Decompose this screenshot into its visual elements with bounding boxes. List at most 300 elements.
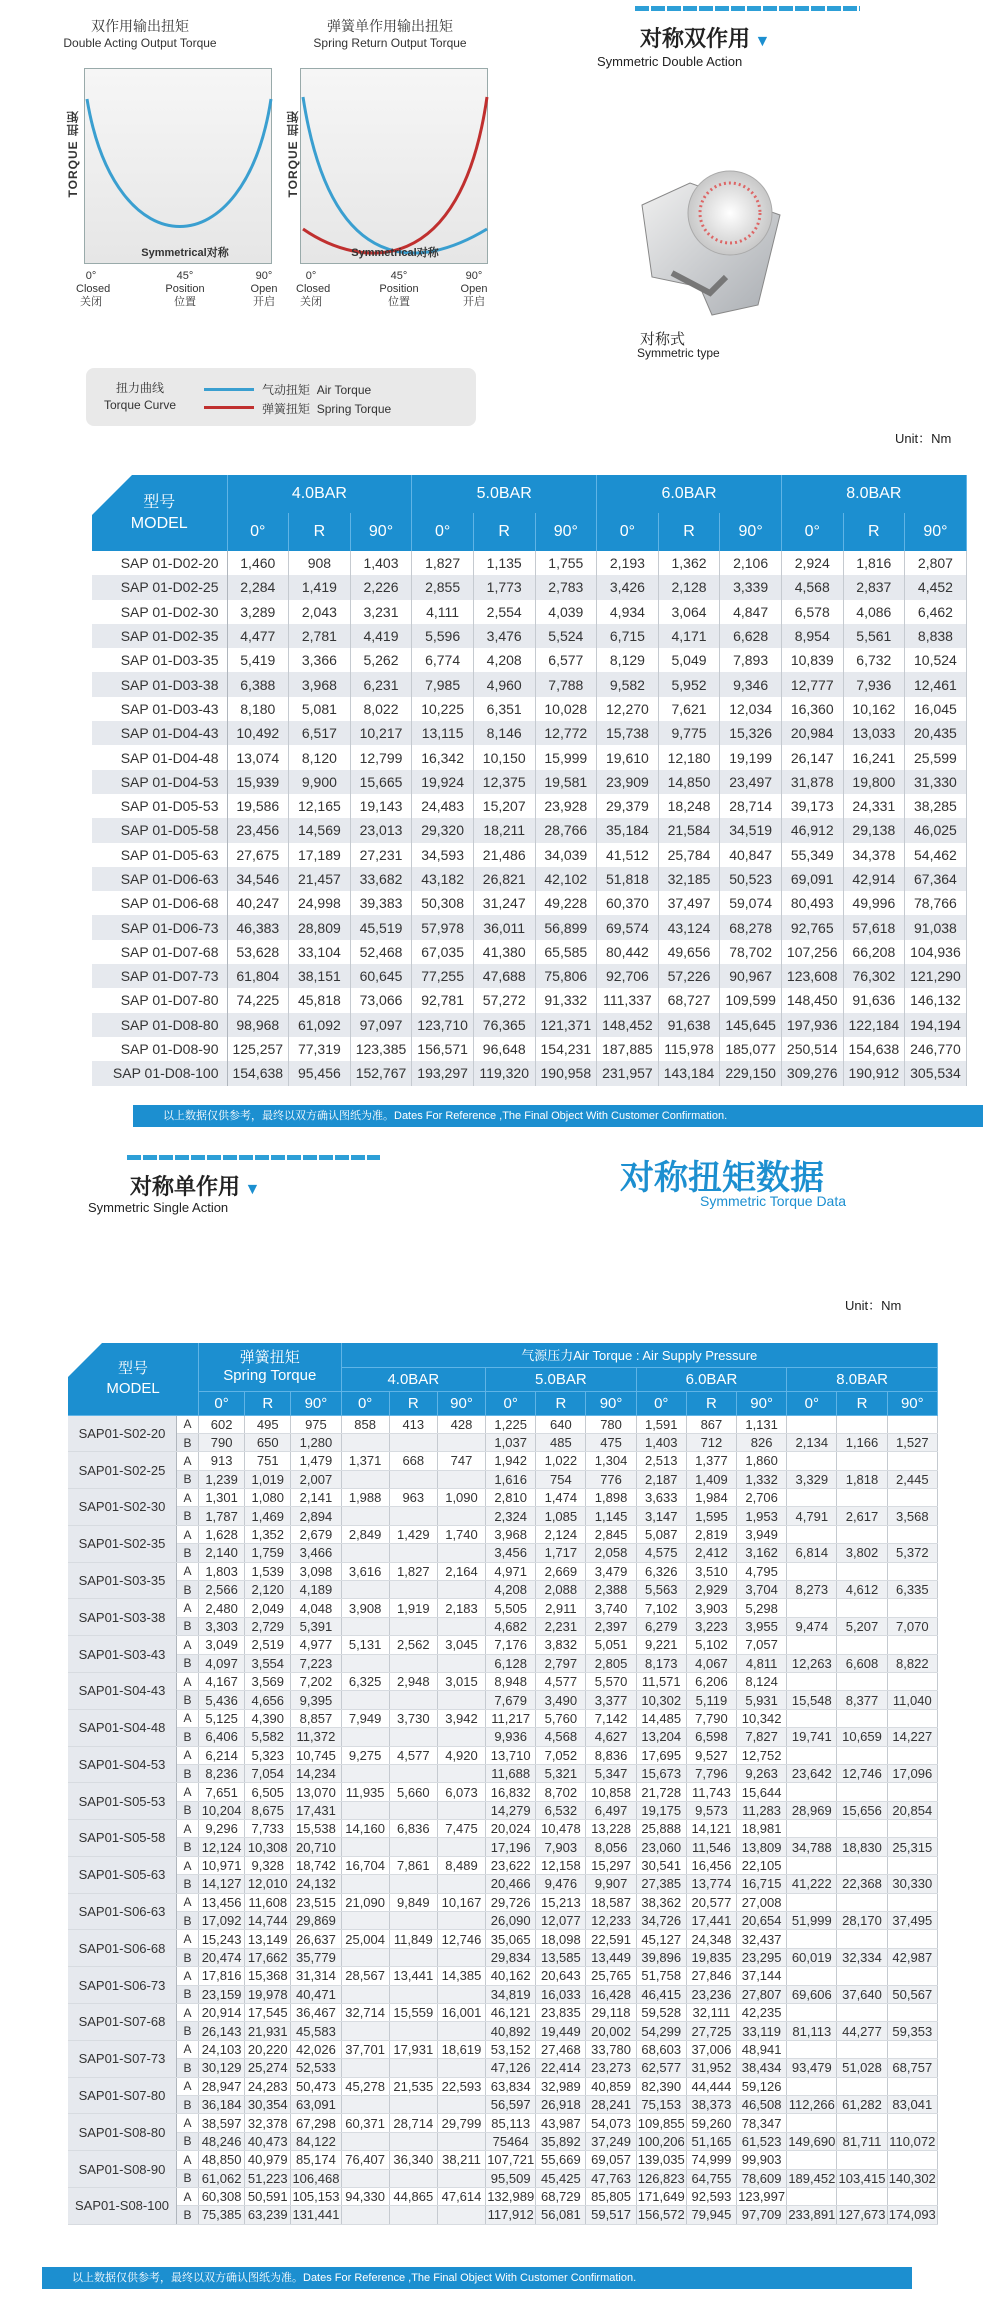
variant-cell: B bbox=[176, 1470, 198, 1488]
torque-cell: 2,134 bbox=[787, 1433, 837, 1451]
torque-cell: 30,129 bbox=[199, 2059, 245, 2077]
torque-cell: 39,383 bbox=[350, 891, 412, 915]
torque-cell: 8,675 bbox=[245, 1801, 291, 1819]
torque-cell: 51,028 bbox=[837, 2059, 887, 2077]
torque-cell: 19,610 bbox=[597, 745, 659, 769]
torque-cell: 6,598 bbox=[686, 1728, 736, 1746]
table-row bbox=[92, 575, 966, 599]
torque-cell: 40,859 bbox=[586, 2077, 636, 2095]
torque-cell: 22,591 bbox=[586, 1930, 636, 1948]
torque-cell: 2,141 bbox=[291, 1489, 341, 1507]
torque-cell bbox=[437, 1985, 485, 2003]
torque-cell: 8,377 bbox=[837, 1691, 887, 1709]
torque-cell: 35,892 bbox=[536, 2132, 586, 2150]
torque-cell bbox=[787, 1672, 837, 1690]
torque-cell: 1,332 bbox=[737, 1470, 787, 1488]
torque-cell: 11,546 bbox=[686, 1838, 736, 1856]
table-row bbox=[68, 2059, 938, 2077]
torque-cell: 127,673 bbox=[838, 2207, 886, 2223]
torque-cell bbox=[437, 2059, 485, 2077]
torque-cell: 16,715 bbox=[737, 1875, 787, 1893]
torque-cell: 1,717 bbox=[536, 1544, 586, 1562]
torque-cell: 97,709 bbox=[737, 2206, 787, 2224]
torque-cell: 5,119 bbox=[686, 1691, 736, 1709]
torque-cell: 13,774 bbox=[686, 1875, 736, 1893]
torque-cell: 85,113 bbox=[486, 2114, 536, 2132]
torque-cell: 28,170 bbox=[837, 1912, 887, 1930]
torque-cell: 14,850 bbox=[658, 770, 720, 794]
torque-cell: 156,571 bbox=[412, 1037, 474, 1061]
torque-cell bbox=[787, 2114, 837, 2132]
torque-cell bbox=[389, 1838, 437, 1856]
torque-cell: 12,461 bbox=[905, 672, 967, 696]
torque-cell: 7,070 bbox=[887, 1617, 937, 1635]
torque-cell: 92,781 bbox=[412, 988, 474, 1012]
torque-cell bbox=[787, 1746, 837, 1764]
model-cell: SAP01-S04-53 bbox=[68, 1746, 176, 1783]
torque-cell bbox=[341, 1875, 389, 1893]
torque-cell: 413 bbox=[389, 1415, 437, 1433]
torque-cell: 2,807 bbox=[905, 551, 967, 575]
torque-cell: 1,085 bbox=[536, 1507, 586, 1525]
torque-cell: 107,721 bbox=[487, 2152, 535, 2168]
torque-cell: 5,125 bbox=[199, 1709, 245, 1727]
torque-cell: 98,968 bbox=[227, 1013, 289, 1037]
table1-col-header: R bbox=[843, 513, 905, 551]
torque-cell: 3,569 bbox=[245, 1672, 291, 1690]
torque-cell: 24,483 bbox=[412, 794, 474, 818]
torque-cell: 6,715 bbox=[597, 624, 659, 648]
torque-cell bbox=[787, 1783, 837, 1801]
torque-cell: 33,119 bbox=[737, 2022, 787, 2040]
torque-cell: 43,182 bbox=[412, 867, 474, 891]
table-row bbox=[68, 1599, 938, 1617]
model-cell: SAP 01-D02-30 bbox=[92, 600, 227, 624]
torque-cell: 2,120 bbox=[245, 1581, 291, 1599]
torque-cell: 23,273 bbox=[586, 2059, 636, 2077]
torque-cell: 29,379 bbox=[597, 794, 659, 818]
torque-cell bbox=[341, 1507, 389, 1525]
torque-cell: 5,561 bbox=[843, 624, 905, 648]
torque-cell bbox=[787, 1636, 837, 1654]
table-row bbox=[68, 1820, 938, 1838]
torque-cell: 3,832 bbox=[536, 1636, 586, 1654]
sec2-title-arrow-icon: ▼ bbox=[240, 1181, 261, 1198]
table2-col-header: R bbox=[245, 1391, 291, 1415]
torque-cell: 8,948 bbox=[486, 1672, 536, 1690]
table1-col-header: 90° bbox=[905, 513, 967, 551]
torque-cell: 45,583 bbox=[291, 2022, 341, 2040]
torque-cell: 908 bbox=[289, 551, 351, 575]
torque-cell: 145,645 bbox=[720, 1013, 782, 1037]
torque-cell: 8,236 bbox=[199, 1764, 245, 1782]
torque-cell bbox=[437, 2022, 485, 2040]
torque-cell: 1,740 bbox=[437, 1525, 485, 1543]
torque-cell: 23,456 bbox=[227, 818, 289, 842]
torque-cell: 2,819 bbox=[686, 1525, 736, 1543]
torque-cell: 4,086 bbox=[843, 600, 905, 624]
torque-cell: 4,682 bbox=[486, 1617, 536, 1635]
torque-cell: 28,969 bbox=[787, 1801, 837, 1819]
torque-cell: 131,441 bbox=[292, 2207, 340, 2223]
torque-cell: 5,372 bbox=[887, 1544, 937, 1562]
torque-cell: 1,816 bbox=[843, 551, 905, 575]
torque-cell: 46,912 bbox=[781, 818, 843, 842]
torque-cell: 3,490 bbox=[536, 1691, 586, 1709]
torque-cell bbox=[887, 1856, 937, 1874]
torque-cell: 14,385 bbox=[437, 1967, 485, 1985]
torque-cell bbox=[887, 2187, 937, 2205]
torque-cell: 7,223 bbox=[291, 1654, 341, 1672]
sec2-title bbox=[130, 1170, 260, 1201]
table2-unit: Unit：Nm bbox=[845, 1298, 902, 1313]
torque-cell: 56,081 bbox=[536, 2206, 586, 2224]
variant-cell: A bbox=[176, 1525, 198, 1543]
torque-cell: 13,228 bbox=[586, 1820, 636, 1838]
model-cell: SAP 01-D04-53 bbox=[92, 770, 227, 794]
torque-cell bbox=[837, 1452, 887, 1470]
torque-cell bbox=[787, 1599, 837, 1617]
torque-cell: 7,788 bbox=[535, 672, 597, 696]
torque-cell: 38,434 bbox=[737, 2059, 787, 2077]
torque-cell: 15,213 bbox=[536, 1893, 586, 1911]
torque-cell bbox=[341, 1581, 389, 1599]
torque-cell: 24,283 bbox=[245, 2077, 291, 2095]
table1-col-header: 0° bbox=[227, 513, 289, 551]
torque-cell: 1,942 bbox=[486, 1452, 536, 1470]
torque-cell: 35,184 bbox=[597, 818, 659, 842]
table2-col-header: 0° bbox=[486, 1391, 536, 1415]
chart2-x0-en: Closed bbox=[296, 283, 331, 295]
torque-cell: 18,742 bbox=[291, 1856, 341, 1874]
torque-cell bbox=[341, 1985, 389, 2003]
torque-cell: 119,320 bbox=[473, 1061, 535, 1085]
torque-cell: 64,755 bbox=[686, 2169, 736, 2187]
torque-cell: 61,282 bbox=[837, 2095, 887, 2113]
chart1-x0-cn: 关闭 bbox=[80, 296, 102, 308]
torque-cell bbox=[437, 2169, 485, 2187]
torque-cell: 6,836 bbox=[389, 1820, 437, 1838]
torque-cell: 4,920 bbox=[437, 1746, 485, 1764]
table-row bbox=[92, 867, 966, 891]
torque-cell: 5,131 bbox=[341, 1636, 389, 1654]
torque-cell: 11,935 bbox=[341, 1783, 389, 1801]
torque-cell: 59,126 bbox=[737, 2077, 787, 2095]
torque-cell: 123,385 bbox=[350, 1037, 412, 1061]
torque-cell bbox=[437, 1728, 485, 1746]
torque-cell: 2,513 bbox=[636, 1452, 686, 1470]
torque-cell: 3,740 bbox=[586, 1599, 636, 1617]
torque-cell: 4,208 bbox=[473, 648, 535, 672]
torque-cell: 34,819 bbox=[486, 1985, 536, 2003]
torque-cell: 23,159 bbox=[199, 1985, 245, 2003]
variant-cell: B bbox=[176, 1948, 198, 1966]
torque-cell: 20,984 bbox=[781, 721, 843, 745]
torque-cell bbox=[389, 1654, 437, 1672]
table1-p-8bar: 8.0BAR bbox=[781, 475, 966, 513]
torque-cell: 15,538 bbox=[291, 1820, 341, 1838]
torque-cell: 7,790 bbox=[686, 1709, 736, 1727]
torque-cell: 42,914 bbox=[843, 867, 905, 891]
torque-cell: 776 bbox=[586, 1470, 636, 1488]
torque-cell: 1,429 bbox=[389, 1525, 437, 1543]
torque-cell: 3,329 bbox=[787, 1470, 837, 1488]
torque-cell: 16,342 bbox=[412, 745, 474, 769]
table-row bbox=[92, 745, 966, 769]
variant-cell: B bbox=[176, 1728, 198, 1746]
legend-title-cn: 扭力曲线 bbox=[115, 381, 164, 395]
torque-cell: 3,456 bbox=[486, 1544, 536, 1562]
torque-cell: 14,279 bbox=[486, 1801, 536, 1819]
torque-cell: 2,929 bbox=[686, 1581, 736, 1599]
torque-cell bbox=[389, 1691, 437, 1709]
torque-cell bbox=[787, 1820, 837, 1838]
torque-cell: 20,577 bbox=[686, 1893, 736, 1911]
table2-footnote: 以上数据仅供参考，最终以双方确认图纸为准。Dates For Reference ,The Final Object With Customer Confirmation. bbox=[42, 2267, 912, 2289]
torque-cell bbox=[887, 2077, 937, 2095]
table-row bbox=[68, 1452, 938, 1470]
torque-cell: 790 bbox=[199, 1433, 245, 1451]
torque-cell: 14,121 bbox=[686, 1820, 736, 1838]
torque-cell bbox=[787, 2040, 837, 2058]
torque-cell bbox=[837, 2040, 887, 2058]
torque-cell: 5,931 bbox=[737, 1691, 787, 1709]
torque-cell: 10,659 bbox=[837, 1728, 887, 1746]
table2-model-header bbox=[68, 1343, 199, 1415]
torque-cell: 23,928 bbox=[535, 794, 597, 818]
torque-cell: 28,714 bbox=[720, 794, 782, 818]
torque-cell: 5,570 bbox=[586, 1672, 636, 1690]
torque-cell: 6,505 bbox=[245, 1783, 291, 1801]
torque-cell: 1,595 bbox=[686, 1507, 736, 1525]
table1-footnote: 以上数据仅供参考，最终以双方确认图纸为准。Dates For Reference ,The Final Object With Customer Confirmation. bbox=[133, 1105, 983, 1127]
torque-cell: 74,999 bbox=[686, 2151, 736, 2169]
variant-cell: A bbox=[176, 1820, 198, 1838]
table-row bbox=[68, 2206, 938, 2224]
model-cell: SAP 01-D06-63 bbox=[92, 867, 227, 891]
torque-cell: 45,278 bbox=[341, 2077, 389, 2095]
torque-cell: 77,319 bbox=[289, 1037, 351, 1061]
torque-cell: 13,441 bbox=[389, 1967, 437, 1985]
torque-cell: 754 bbox=[536, 1470, 586, 1488]
table-row bbox=[68, 1764, 938, 1782]
torque-cell: 1,301 bbox=[199, 1489, 245, 1507]
torque-cell: 12,375 bbox=[473, 770, 535, 794]
torque-cell: 2,781 bbox=[289, 624, 351, 648]
torque-cell: 12,180 bbox=[658, 745, 720, 769]
torque-cell: 1,787 bbox=[199, 1507, 245, 1525]
torque-cell: 1,469 bbox=[245, 1507, 291, 1525]
torque-cell: 18,981 bbox=[737, 1820, 787, 1838]
torque-cell: 37,701 bbox=[341, 2040, 389, 2058]
torque-cell: 27,807 bbox=[737, 1985, 787, 2003]
torque-cell: 190,958 bbox=[535, 1061, 597, 1085]
torque-cell bbox=[437, 1507, 485, 1525]
torque-cell: 1,403 bbox=[350, 551, 412, 575]
torque-cell: 43,987 bbox=[536, 2114, 586, 2132]
torque-cell: 109,855 bbox=[637, 2115, 685, 2131]
torque-cell: 1,755 bbox=[535, 551, 597, 575]
torque-cell: 751 bbox=[245, 1452, 291, 1470]
torque-cell: 36,184 bbox=[199, 2095, 245, 2113]
torque-cell: 1,280 bbox=[291, 1433, 341, 1451]
torque-cell: 24,998 bbox=[289, 891, 351, 915]
table-row bbox=[68, 1691, 938, 1709]
torque-cell: 57,272 bbox=[473, 988, 535, 1012]
torque-cell bbox=[787, 1415, 837, 1433]
chart2-x1 bbox=[374, 270, 424, 309]
sec1-type-en: Symmetric type bbox=[637, 346, 720, 360]
chart1-title-en: Double Acting Output Torque bbox=[63, 36, 217, 50]
torque-cell: 37,249 bbox=[586, 2132, 636, 2150]
torque-cell bbox=[341, 1801, 389, 1819]
torque-cell: 5,505 bbox=[486, 1599, 536, 1617]
torque-cell: 4,390 bbox=[245, 1709, 291, 1727]
torque-cell: 41,380 bbox=[473, 940, 535, 964]
torque-cell: 23,497 bbox=[720, 770, 782, 794]
torque-cell: 9,900 bbox=[289, 770, 351, 794]
torque-cell: 2,729 bbox=[245, 1617, 291, 1635]
torque-cell: 11,283 bbox=[737, 1801, 787, 1819]
variant-cell: A bbox=[176, 1415, 198, 1433]
torque-cell: 50,567 bbox=[887, 1985, 937, 2003]
torque-cell: 9,328 bbox=[245, 1856, 291, 1874]
torque-cell: 36,340 bbox=[389, 2151, 437, 2169]
torque-cell: 39,173 bbox=[781, 794, 843, 818]
torque-cell: 46,508 bbox=[737, 2095, 787, 2113]
torque-cell: 41,512 bbox=[597, 843, 659, 867]
torque-cell bbox=[437, 1838, 485, 1856]
torque-cell: 16,001 bbox=[437, 2004, 485, 2022]
torque-cell: 31,314 bbox=[291, 1967, 341, 1985]
table-row bbox=[68, 1801, 938, 1819]
table2-spring-cn: 弹簧扭矩 bbox=[239, 1348, 300, 1366]
torque-cell: 115,978 bbox=[658, 1037, 720, 1061]
torque-cell: 4,097 bbox=[199, 1654, 245, 1672]
chart1-ylabel: TORQUE 扭矩 bbox=[66, 110, 80, 198]
torque-cell bbox=[341, 1728, 389, 1746]
model-cell: SAP01-S04-48 bbox=[68, 1709, 176, 1746]
chart2-x0-deg: 0° bbox=[305, 270, 317, 282]
torque-cell: 40,162 bbox=[486, 1967, 536, 1985]
torque-cell bbox=[437, 1544, 485, 1562]
torque-cell: 68,727 bbox=[658, 988, 720, 1012]
torque-cell: 21,584 bbox=[658, 818, 720, 842]
torque-cell: 95,456 bbox=[289, 1061, 351, 1085]
torque-cell: 65,585 bbox=[535, 940, 597, 964]
table1-col-header: R bbox=[289, 513, 351, 551]
torque-cell: 43,124 bbox=[658, 915, 720, 939]
torque-cell: 111,337 bbox=[597, 988, 659, 1012]
torque-cell bbox=[341, 1912, 389, 1930]
torque-cell: 67,035 bbox=[412, 940, 474, 964]
torque-cell: 51,818 bbox=[597, 867, 659, 891]
torque-cell: 25,004 bbox=[341, 1930, 389, 1948]
variant-cell: B bbox=[176, 1764, 198, 1782]
torque-cell bbox=[437, 2132, 485, 2150]
torque-cell: 61,804 bbox=[227, 964, 289, 988]
torque-cell: 4,577 bbox=[536, 1672, 586, 1690]
torque-cell: 76,407 bbox=[341, 2151, 389, 2169]
torque-cell bbox=[837, 1525, 887, 1543]
torque-cell: 9,275 bbox=[341, 1746, 389, 1764]
torque-cell: 28,567 bbox=[341, 1967, 389, 1985]
torque-legend bbox=[86, 368, 476, 426]
model-cell: SAP 01-D07-68 bbox=[92, 940, 227, 964]
torque-cell: 91,332 bbox=[535, 988, 597, 1012]
table-row bbox=[68, 1654, 938, 1672]
chart2-x0-cn: 关闭 bbox=[300, 296, 322, 308]
torque-cell: 42,102 bbox=[535, 867, 597, 891]
torque-cell: 3,704 bbox=[737, 1581, 787, 1599]
torque-cell: 6,532 bbox=[536, 1801, 586, 1819]
torque-cell bbox=[887, 1746, 937, 1764]
torque-cell: 4,577 bbox=[389, 1746, 437, 1764]
torque-cell: 194,194 bbox=[905, 1013, 967, 1037]
torque-cell: 197,936 bbox=[781, 1013, 843, 1037]
torque-cell: 15,559 bbox=[389, 2004, 437, 2022]
torque-cell: 154,231 bbox=[535, 1037, 597, 1061]
torque-cell: 4,960 bbox=[473, 672, 535, 696]
torque-cell: 42,026 bbox=[291, 2040, 341, 2058]
table1-body bbox=[92, 551, 966, 1086]
torque-cell: 5,207 bbox=[837, 1617, 887, 1635]
torque-cell: 29,799 bbox=[437, 2114, 485, 2132]
table2-col-header: 90° bbox=[737, 1391, 787, 1415]
torque-cell: 2,562 bbox=[389, 1636, 437, 1654]
torque-cell: 19,586 bbox=[227, 794, 289, 818]
legend-air-swatch bbox=[204, 388, 254, 391]
legend-air bbox=[262, 381, 371, 398]
torque-cell: 11,372 bbox=[291, 1728, 341, 1746]
torque-cell: 32,437 bbox=[737, 1930, 787, 1948]
torque-cell bbox=[341, 1544, 389, 1562]
torque-cell: 1,919 bbox=[389, 1599, 437, 1617]
torque-cell: 6,774 bbox=[412, 648, 474, 672]
torque-cell: 22,414 bbox=[536, 2059, 586, 2077]
torque-cell bbox=[787, 2077, 837, 2095]
torque-cell: 68,757 bbox=[887, 2059, 937, 2077]
torque-cell: 13,456 bbox=[199, 1893, 245, 1911]
torque-cell: 14,485 bbox=[636, 1709, 686, 1727]
torque-cell: 4,612 bbox=[837, 1581, 887, 1599]
torque-cell: 16,832 bbox=[486, 1783, 536, 1801]
table-row bbox=[92, 964, 966, 988]
chart1-x1 bbox=[160, 270, 210, 309]
table-row bbox=[68, 1617, 938, 1635]
torque-cell: 3,162 bbox=[737, 1544, 787, 1562]
torque-cell: 495 bbox=[245, 1415, 291, 1433]
torque-cell: 60,019 bbox=[787, 1948, 837, 1966]
torque-cell: 15,738 bbox=[597, 721, 659, 745]
torque-cell: 2,412 bbox=[686, 1544, 736, 1562]
torque-cell bbox=[389, 2206, 437, 2224]
torque-cell: 475 bbox=[586, 1433, 636, 1451]
torque-cell bbox=[787, 1893, 837, 1911]
torque-cell: 44,865 bbox=[389, 2187, 437, 2205]
torque-cell: 7,142 bbox=[586, 1709, 636, 1727]
torque-cell bbox=[787, 1525, 837, 1543]
torque-cell: 4,419 bbox=[350, 624, 412, 648]
torque-cell: 18,587 bbox=[586, 1893, 636, 1911]
torque-cell bbox=[837, 2114, 887, 2132]
torque-cell: 2,480 bbox=[199, 1599, 245, 1617]
table2-air-header: 气源压力Air Torque : Air Supply Pressure bbox=[341, 1343, 937, 1367]
torque-cell: 18,830 bbox=[837, 1838, 887, 1856]
torque-cell: 12,233 bbox=[586, 1912, 636, 1930]
variant-cell: B bbox=[176, 1838, 198, 1856]
legend-title-en: Torque Curve bbox=[103, 398, 177, 412]
